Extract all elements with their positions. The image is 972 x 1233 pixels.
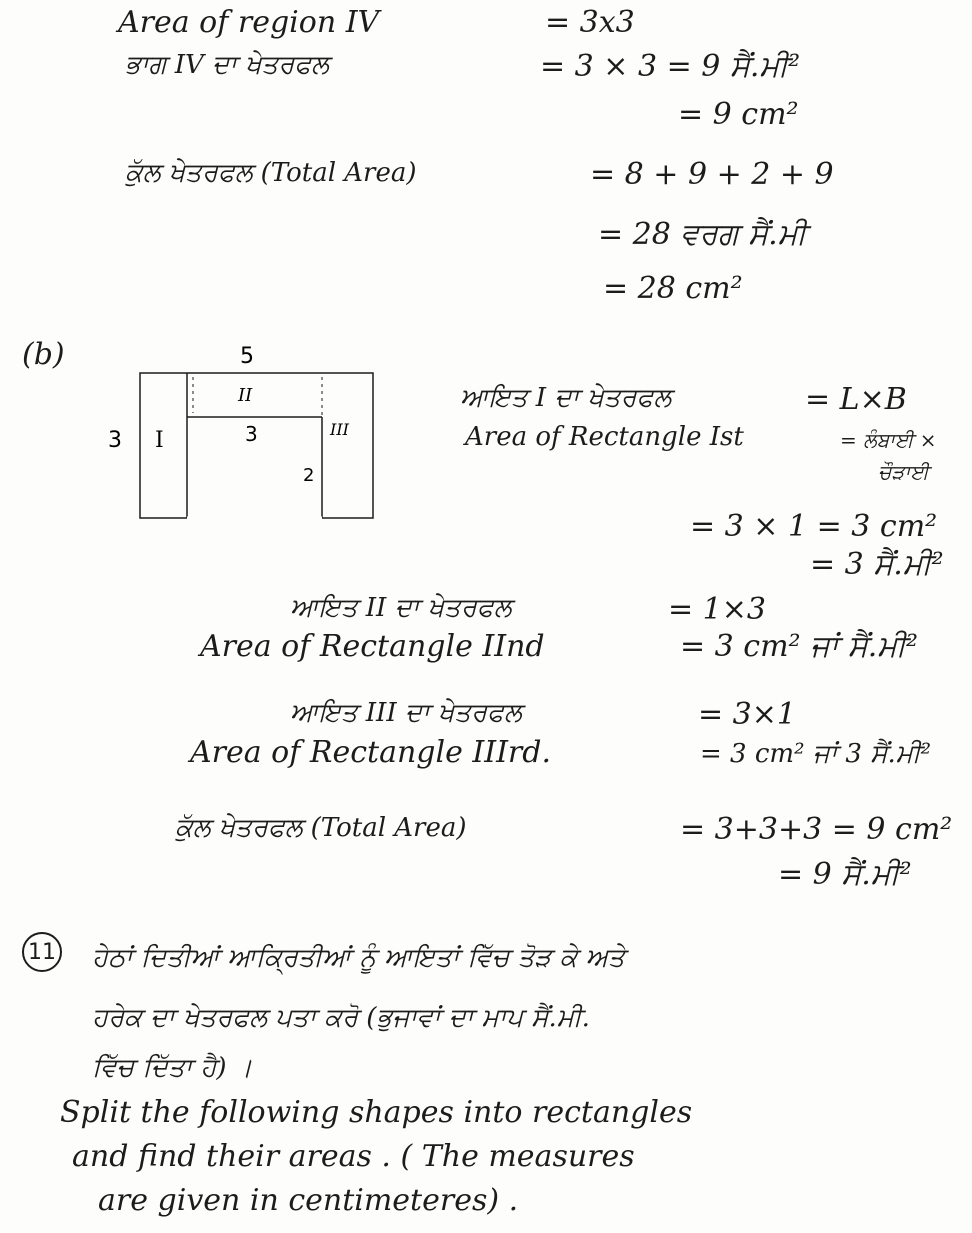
figure-region-i: I <box>155 428 164 453</box>
total-area-result-a-cm: = 28 cm² <box>603 271 743 306</box>
figure-inner-height: 2 <box>303 465 315 486</box>
figure-region-ii: II <box>238 385 253 406</box>
rect3-area-formula: = 3×1 <box>698 697 796 732</box>
rect2-area-label-punjabi: ਆਇਤ II ਦਾ ਖੇਤਰਫਲ <box>290 593 512 623</box>
question-punjabi-line2: ਹਰੇਕ ਦਾ ਖੇਤਰਫਲ ਪਤਾ ਕਰੋ (ਭੁਜਾਵਾਂ ਦਾ ਮਾਪ ਸੈਂ.ਮੀ. <box>92 1003 590 1033</box>
total-area-sum-a: = 8 + 9 + 2 + 9 <box>590 157 834 192</box>
rect1-area-label-punjabi: ਆਇਤ I ਦਾ ਖੇਤਰਫਲ <box>460 383 672 413</box>
question-punjabi-line1: ਹੇਠਾਂ ਦਿਤੀਆਂ ਆਕ੍ਰਿਤੀਆਂ ਨੂੰ ਆਇਤਾਂ ਵਿੱਚ ਤੋੜ ਕੇ ਅਤੇ <box>92 943 625 973</box>
region-iv-area-label: Area of region IV <box>118 5 380 40</box>
total-area-result-b: = 9 ਸੈਂ.ਮੀ² <box>778 857 912 892</box>
total-area-label-a: ਕੁੱਲ ਖੇਤਰਫਲ (Total Area) <box>125 158 417 188</box>
region-iv-area-label-punjabi: ਭਾਗ IV ਦਾ ਖੇਤਰਫਲ <box>125 50 329 80</box>
total-area-sum-b: = 3+3+3 = 9 cm² <box>680 812 953 847</box>
rectangle-figure <box>100 335 400 525</box>
figure-left-height: 3 <box>108 428 122 453</box>
rect2-area-label: Area of Rectangle IInd <box>200 629 545 664</box>
rect1-breadth-label: ਚੌੜਾਈ <box>878 460 929 484</box>
figure-inner-width: 3 <box>245 422 258 446</box>
question-punjabi-line3: ਵਿੱਚ ਦਿੱਤਾ ਹੈ) । <box>92 1053 253 1083</box>
rect1-area-calc: = 3 × 1 = 3 cm² <box>690 509 938 544</box>
figure-region-iii: III <box>330 420 349 439</box>
part-b-label: (b) <box>22 337 65 372</box>
total-area-label-b: ਕੁੱਲ ਖੇਤਰਫਲ (Total Area) <box>175 813 467 843</box>
rect1-area-result: = 3 ਸੈਂ.ਮੀ² <box>810 547 944 582</box>
region-iv-area-calc: = 3 × 3 = 9 ਸੈਂ.ਮੀ² <box>540 49 801 84</box>
rect1-area-label: Area of Rectangle Ist <box>465 422 744 452</box>
rect1-length-label: = ਲੰਬਾਈ × <box>840 428 937 452</box>
question-english-line3: are given in centimeteres) . <box>98 1183 519 1218</box>
region-iv-area-value: = 3x3 <box>545 5 635 40</box>
question-english-line1: Split the following shapes into rectangles <box>60 1095 693 1130</box>
rect3-area-label: Area of Rectangle IIIrd. <box>190 735 552 770</box>
rect2-area-result: = 3 cm² ਜਾਂ ਸੈਂ.ਮੀ² <box>680 629 919 664</box>
rect1-area-formula: = L×B <box>805 382 907 417</box>
region-iv-area-cm: = 9 cm² <box>678 97 799 132</box>
rect3-area-result: = 3 cm² ਜਾਂ 3 ਸੈਂ.ਮੀ² <box>700 739 932 769</box>
question-english-line2: and find their areas . ( The measures <box>72 1139 635 1174</box>
question-number: 11 <box>22 932 62 972</box>
total-area-result-a-punjabi: = 28 ਵਰਗ ਸੈਂ.ਮੀ <box>598 217 807 252</box>
rect2-area-formula: = 1×3 <box>668 592 766 627</box>
figure-top-length: 5 <box>240 344 254 369</box>
rect3-area-label-punjabi: ਆਇਤ III ਦਾ ਖੇਤਰਫਲ <box>290 698 522 728</box>
